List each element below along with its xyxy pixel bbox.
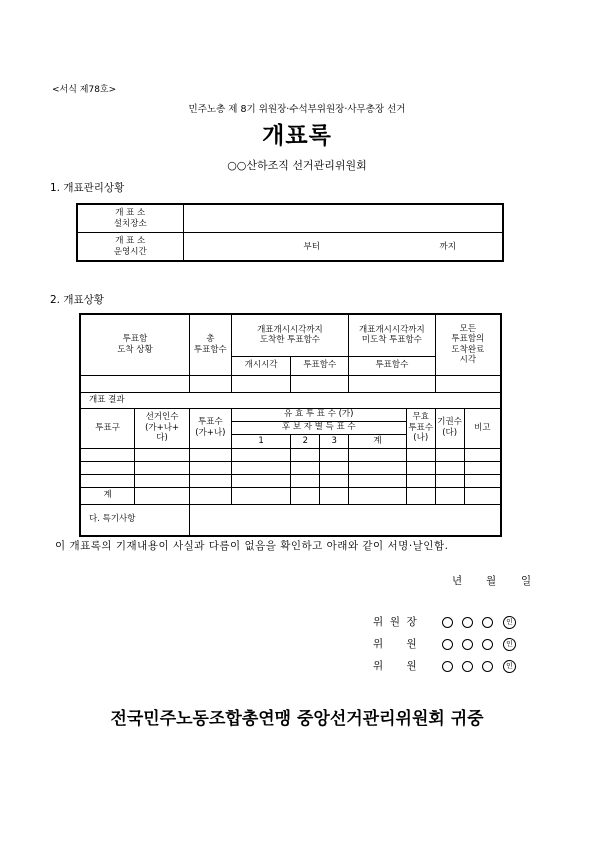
electors-header [135,408,190,448]
label-line: 모든 [459,323,477,334]
label-line: 개표개시시각까지 [257,324,323,335]
signer-title: 위 원 [373,638,417,650]
label-line: 도착 상황 [117,344,153,355]
seal-icon: 인 [503,616,516,629]
name-circle-icon [462,639,473,650]
name-circle-icon [482,617,493,628]
not-arrived-count-cell[interactable] [349,375,436,392]
name-circle-icon [442,661,453,672]
arrival-status-label [80,314,189,375]
label-line: 개 표 소 [115,207,146,218]
label-line: 시각 [459,355,477,366]
data-cell[interactable] [464,474,501,487]
start-time-cell[interactable] [231,375,291,392]
label-line: 도착한 투표함수 [259,335,321,346]
table-row [80,461,501,474]
name-circle-icon [462,617,473,628]
data-cell[interactable] [189,448,231,461]
data-cell[interactable] [406,474,435,487]
label-line: 개 표 소 [115,235,146,246]
data-cell[interactable] [231,487,291,504]
arrival-empty-cell[interactable] [80,375,189,392]
label-line: 투표함수 [193,344,227,355]
data-cell[interactable] [135,474,190,487]
start-time-header: 개시시각 [231,356,291,375]
arrived-boxes-header [231,314,348,356]
section2-heading: 2. 개표상황 [50,294,104,306]
label-line: 기권수 [437,417,462,428]
name-circle-icon [442,617,453,628]
signer-row [373,636,516,651]
seal-icon: 인 [503,638,516,651]
table-row [80,314,501,356]
data-cell[interactable] [80,474,135,487]
remarks-header: 비고 [464,408,501,448]
data-cell[interactable] [80,448,135,461]
data-cell[interactable] [349,474,407,487]
to-label: 까지 [439,242,456,252]
data-cell[interactable] [135,448,190,461]
name-circle-icon [442,639,453,650]
name-circle-icon [482,639,493,650]
all-arrived-time-header [435,314,501,375]
all-arrived-time-cell[interactable] [435,375,501,392]
label-line: (나) [413,433,429,444]
table-row [80,375,501,392]
date-year: 년 [452,575,463,587]
signer-title: 위 원 [373,660,417,672]
data-cell[interactable] [291,487,320,504]
data-cell[interactable] [406,448,435,461]
table-row [80,408,501,421]
arrived-count-header: 투표함수 [291,356,349,375]
district-header: 투표구 [80,408,135,448]
page-title: 개표록 [262,123,332,149]
data-cell[interactable] [349,487,407,504]
signer-row [373,614,516,629]
table-row [77,233,503,262]
total-boxes-cell[interactable] [189,375,231,392]
counting-status-table [79,313,502,537]
organization-name: ○○산하조직 선거관리위원회 [227,159,367,172]
data-cell[interactable] [349,461,407,474]
special-notes-label: 다. 특기사항 [80,504,189,536]
label-line: 총 [206,334,215,345]
label-line: (가+나) [195,428,226,438]
label-line: 투표수 [198,417,223,428]
abstain-header [435,408,464,448]
label-line: 설치장소 [113,218,147,229]
valid-votes-header: 유 효 투 표 수 (가) [231,408,406,421]
label-line: 운영시간 [113,246,147,257]
form-number: <서식 제78호> [52,85,117,95]
total-row-label: 계 [80,487,135,504]
data-cell[interactable] [231,448,291,461]
votes-header [189,408,231,448]
table-row [80,487,501,504]
data-cell[interactable] [320,461,349,474]
label-line: 투표수 [408,422,434,433]
special-notes-field[interactable] [189,504,501,536]
data-cell[interactable] [464,448,501,461]
signer-title: 위 원 장 [373,616,417,628]
label-line: 투표함 [122,334,148,345]
data-cell[interactable] [464,487,501,504]
name-circle-icon [462,661,473,672]
data-cell[interactable] [231,461,291,474]
data-cell[interactable] [320,448,349,461]
total-boxes-header [189,314,231,375]
label-line: 선거인수 [145,412,179,423]
addressee-footer: 전국민주노동조합총연맹 중앙선거관리위원회 귀중 [110,709,484,729]
label-line: 투표함의 [451,334,485,345]
data-cell[interactable] [291,448,320,461]
data-cell[interactable] [435,461,464,474]
data-cell[interactable] [291,461,320,474]
hours-label [77,233,183,262]
date-month: 월 [486,575,497,587]
data-cell[interactable] [189,461,231,474]
label-line: 도착완료 [451,344,485,355]
location-field[interactable] [183,204,503,233]
invalid-votes-header [406,408,435,448]
label-line: (다) [442,428,458,438]
result-label: 개표 결과 [80,392,501,408]
data-cell[interactable] [406,461,435,474]
data-cell[interactable] [320,487,349,504]
data-cell[interactable] [435,487,464,504]
counting-management-table [76,203,504,262]
data-cell[interactable] [435,448,464,461]
data-cell[interactable] [135,461,190,474]
data-cell[interactable] [135,487,190,504]
seal-icon: 인 [503,660,516,673]
candidate-total-header: 계 [349,434,407,448]
label-line: (가+나+ [145,422,180,433]
arrived-count-cell[interactable] [291,375,349,392]
signer-row [373,658,516,673]
data-cell[interactable] [80,461,135,474]
date-day: 일 [521,575,532,587]
data-cell[interactable] [189,474,231,487]
table-row [77,204,503,233]
label-line: 무효 [412,412,429,423]
data-cell[interactable] [231,474,291,487]
data-cell[interactable] [406,487,435,504]
name-circle-icon [482,661,493,672]
election-subtitle: 민주노총 제 8기 위원장·수석부위원장·사무총장 선거 [188,104,406,115]
not-arrived-count-header: 투표함수 [349,356,436,375]
not-arrived-boxes-header [349,314,436,356]
data-cell[interactable] [291,474,320,487]
location-label [77,204,183,233]
label-line: 개표개시시각까지 [359,324,425,335]
label-line: 다) [156,433,168,444]
table-row [80,504,501,536]
confirmation-statement: 이 개표록의 기재내용이 사실과 다름이 없음을 확인하고 아래와 같이 서명·날인함. [55,540,449,552]
data-cell[interactable] [435,474,464,487]
candidate-1-header: 1 [231,434,291,448]
candidate-2-header: 2 [291,434,320,448]
candidate-votes-header: 후 보 자 별 득 표 수 [231,421,406,434]
data-cell[interactable] [464,461,501,474]
candidate-3-header: 3 [320,434,349,448]
section1-heading: 1. 개표관리상황 [50,182,125,194]
data-cell[interactable] [320,474,349,487]
label-line: 미도착 투표함수 [361,335,422,346]
data-cell[interactable] [189,487,231,504]
data-cell[interactable] [349,448,407,461]
table-row [80,474,501,487]
hours-field[interactable] [183,233,503,262]
table-row [80,448,501,461]
from-label: 부터 [303,242,320,252]
table-row [80,392,501,408]
